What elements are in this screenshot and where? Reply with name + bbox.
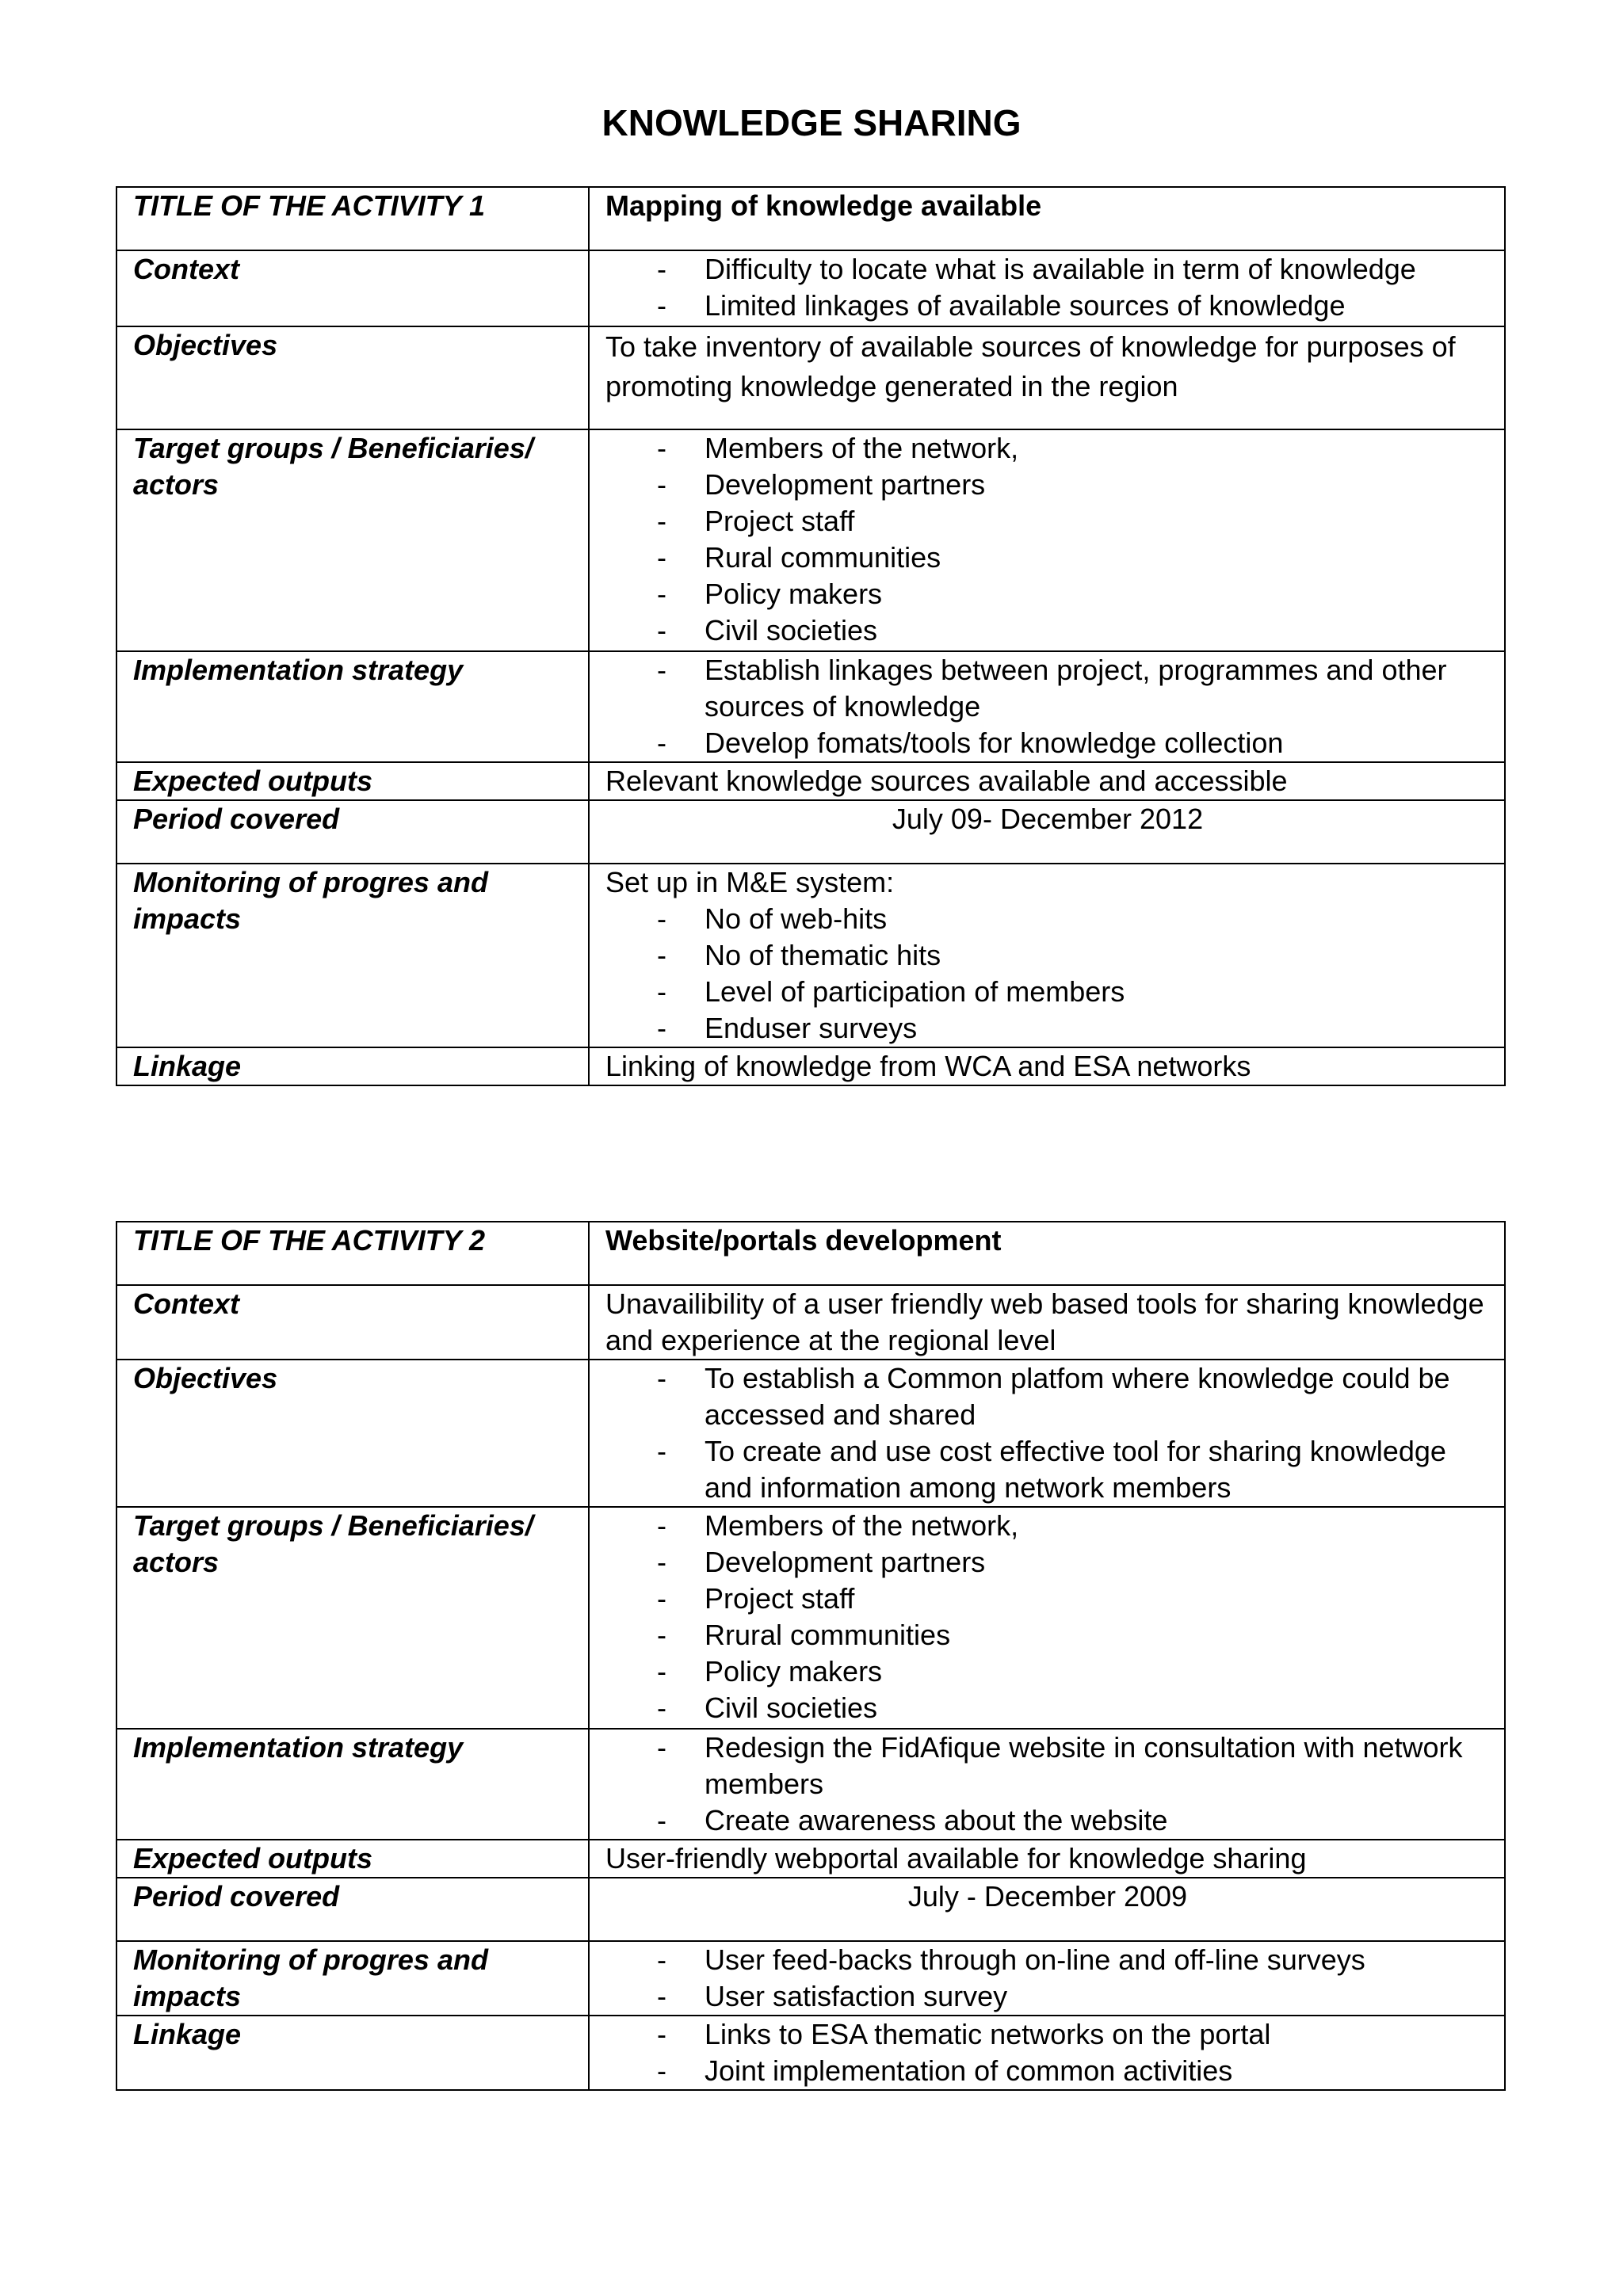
list-item: - Joint implementation of common activities xyxy=(605,2053,1490,2089)
title-value: Website/portals development xyxy=(589,1222,1505,1285)
strategy-list xyxy=(605,1730,1490,1839)
monitoring-row xyxy=(116,864,1505,1047)
linkage-value: Linking of knowledge from WCA and ESA networks xyxy=(589,1047,1505,1085)
monitoring-label: Monitoring of progres and impacts xyxy=(116,1941,589,2016)
context-value: Unavailibility of a user friendly web based tools for sharing knowledge and experience at the regional level xyxy=(589,1285,1505,1360)
target-groups-list xyxy=(605,1508,1490,1726)
period-label: Period covered xyxy=(116,1878,589,1941)
list-item: - Enduser surveys xyxy=(605,1010,1490,1047)
list-item: - Members of the network, xyxy=(605,430,1490,467)
list-item: - Develop fomats/tools for knowledge collection xyxy=(605,725,1490,761)
list-item: - Level of participation of members xyxy=(605,974,1490,1010)
list-item: - Development partners xyxy=(605,467,1490,503)
target-groups-list xyxy=(605,430,1490,649)
outputs-row xyxy=(116,762,1505,800)
list-item: - To create and use cost effective tool for sharing knowledge and information among network members xyxy=(605,1433,1490,1506)
page-title: KNOWLEDGE SHARING xyxy=(601,102,1022,143)
objectives-label: Objectives xyxy=(116,326,589,429)
list-item: - User satisfaction survey xyxy=(605,1978,1490,2015)
context-label: Context xyxy=(116,1285,589,1360)
list-item: - User feed-backs through on-line and off-line surveys xyxy=(605,1942,1490,1978)
period-value: July 09- December 2012 xyxy=(589,800,1505,864)
objectives-row xyxy=(116,1360,1505,1507)
outputs-row xyxy=(116,1840,1505,1878)
list-item: - Project staff xyxy=(605,1581,1490,1617)
list-item: - Redesign the FidAfique website in consultation with network members xyxy=(605,1730,1490,1802)
objectives-row xyxy=(116,326,1505,429)
linkage-label: Linkage xyxy=(116,1047,589,1085)
list-item: - Project staff xyxy=(605,503,1490,540)
list-item: - Rrural communities xyxy=(605,1617,1490,1653)
strategy-value xyxy=(589,1729,1505,1840)
strategy-label: Implementation strategy xyxy=(116,651,589,762)
list-item: - Establish linkages between project, programmes and other sources of knowledge xyxy=(605,652,1490,725)
list-item: - Civil societies xyxy=(605,1690,1490,1726)
list-item: - To establish a Common platfom where knowledge could be accessed and shared xyxy=(605,1360,1490,1433)
title-label: TITLE OF THE ACTIVITY 2 xyxy=(116,1222,589,1285)
target-groups-value xyxy=(589,1507,1505,1729)
objectives-list xyxy=(605,1360,1490,1506)
list-item: - No of thematic hits xyxy=(605,937,1490,974)
list-item: - Civil societies xyxy=(605,612,1490,649)
outputs-label: Expected outputs xyxy=(116,1840,589,1878)
activity-table-1 xyxy=(116,186,1506,1086)
objectives-value xyxy=(589,1360,1505,1507)
list-item: - Links to ESA thematic networks on the portal xyxy=(605,2016,1490,2053)
monitoring-value xyxy=(589,1941,1505,2016)
strategy-label: Implementation strategy xyxy=(116,1729,589,1840)
list-item: - Policy makers xyxy=(605,576,1490,612)
outputs-value: User-friendly webportal available for knowledge sharing xyxy=(589,1840,1505,1878)
target-groups-row xyxy=(116,429,1505,651)
monitoring-label: Monitoring of progres and impacts xyxy=(116,864,589,1047)
title-row xyxy=(116,1222,1505,1285)
period-label: Period covered xyxy=(116,800,589,864)
activity-table-2 xyxy=(116,1221,1506,2091)
title-label: TITLE OF THE ACTIVITY 1 xyxy=(116,187,589,250)
list-item: - No of web-hits xyxy=(605,901,1490,937)
monitoring-value xyxy=(589,864,1505,1047)
strategy-list xyxy=(605,652,1490,761)
objectives-label: Objectives xyxy=(116,1360,589,1507)
monitoring-list xyxy=(605,901,1490,1047)
title-row xyxy=(116,187,1505,250)
period-row xyxy=(116,1878,1505,1941)
target-groups-label: Target groups / Beneficiaries/ actors xyxy=(116,1507,589,1729)
monitoring-intro: Set up in M&E system: xyxy=(605,866,895,898)
list-item: - Development partners xyxy=(605,1544,1490,1581)
list-item: - Rural communities xyxy=(605,540,1490,576)
target-groups-row xyxy=(116,1507,1505,1729)
target-groups-value xyxy=(589,429,1505,651)
linkage-row xyxy=(116,1047,1505,1085)
linkage-label: Linkage xyxy=(116,2016,589,2090)
strategy-row xyxy=(116,1729,1505,1840)
list-item: - Difficulty to locate what is available in term of knowledge xyxy=(605,251,1490,288)
context-value xyxy=(589,250,1505,326)
list-item: - Limited linkages of available sources of knowledge xyxy=(605,288,1490,324)
monitoring-list xyxy=(605,1942,1490,2015)
objectives-value: To take inventory of available sources of knowledge for purposes of promoting knowledge generated in the region xyxy=(589,326,1505,429)
list-item: - Members of the network, xyxy=(605,1508,1490,1544)
outputs-label: Expected outputs xyxy=(116,762,589,800)
linkage-row xyxy=(116,2016,1505,2090)
list-item: - Create awareness about the website xyxy=(605,1802,1490,1839)
list-item: - Policy makers xyxy=(605,1653,1490,1690)
context-label: Context xyxy=(116,250,589,326)
strategy-row xyxy=(116,651,1505,762)
outputs-value: Relevant knowledge sources available and accessible xyxy=(589,762,1505,800)
target-groups-label: Target groups / Beneficiaries/ actors xyxy=(116,429,589,651)
linkage-list xyxy=(605,2016,1490,2089)
period-row xyxy=(116,800,1505,864)
context-row xyxy=(116,250,1505,326)
title-value: Mapping of knowledge available xyxy=(589,187,1505,250)
context-row xyxy=(116,1285,1505,1360)
monitoring-row xyxy=(116,1941,1505,2016)
linkage-value xyxy=(589,2016,1505,2090)
strategy-value xyxy=(589,651,1505,762)
context-list xyxy=(605,251,1490,324)
period-value: July - December 2009 xyxy=(589,1878,1505,1941)
